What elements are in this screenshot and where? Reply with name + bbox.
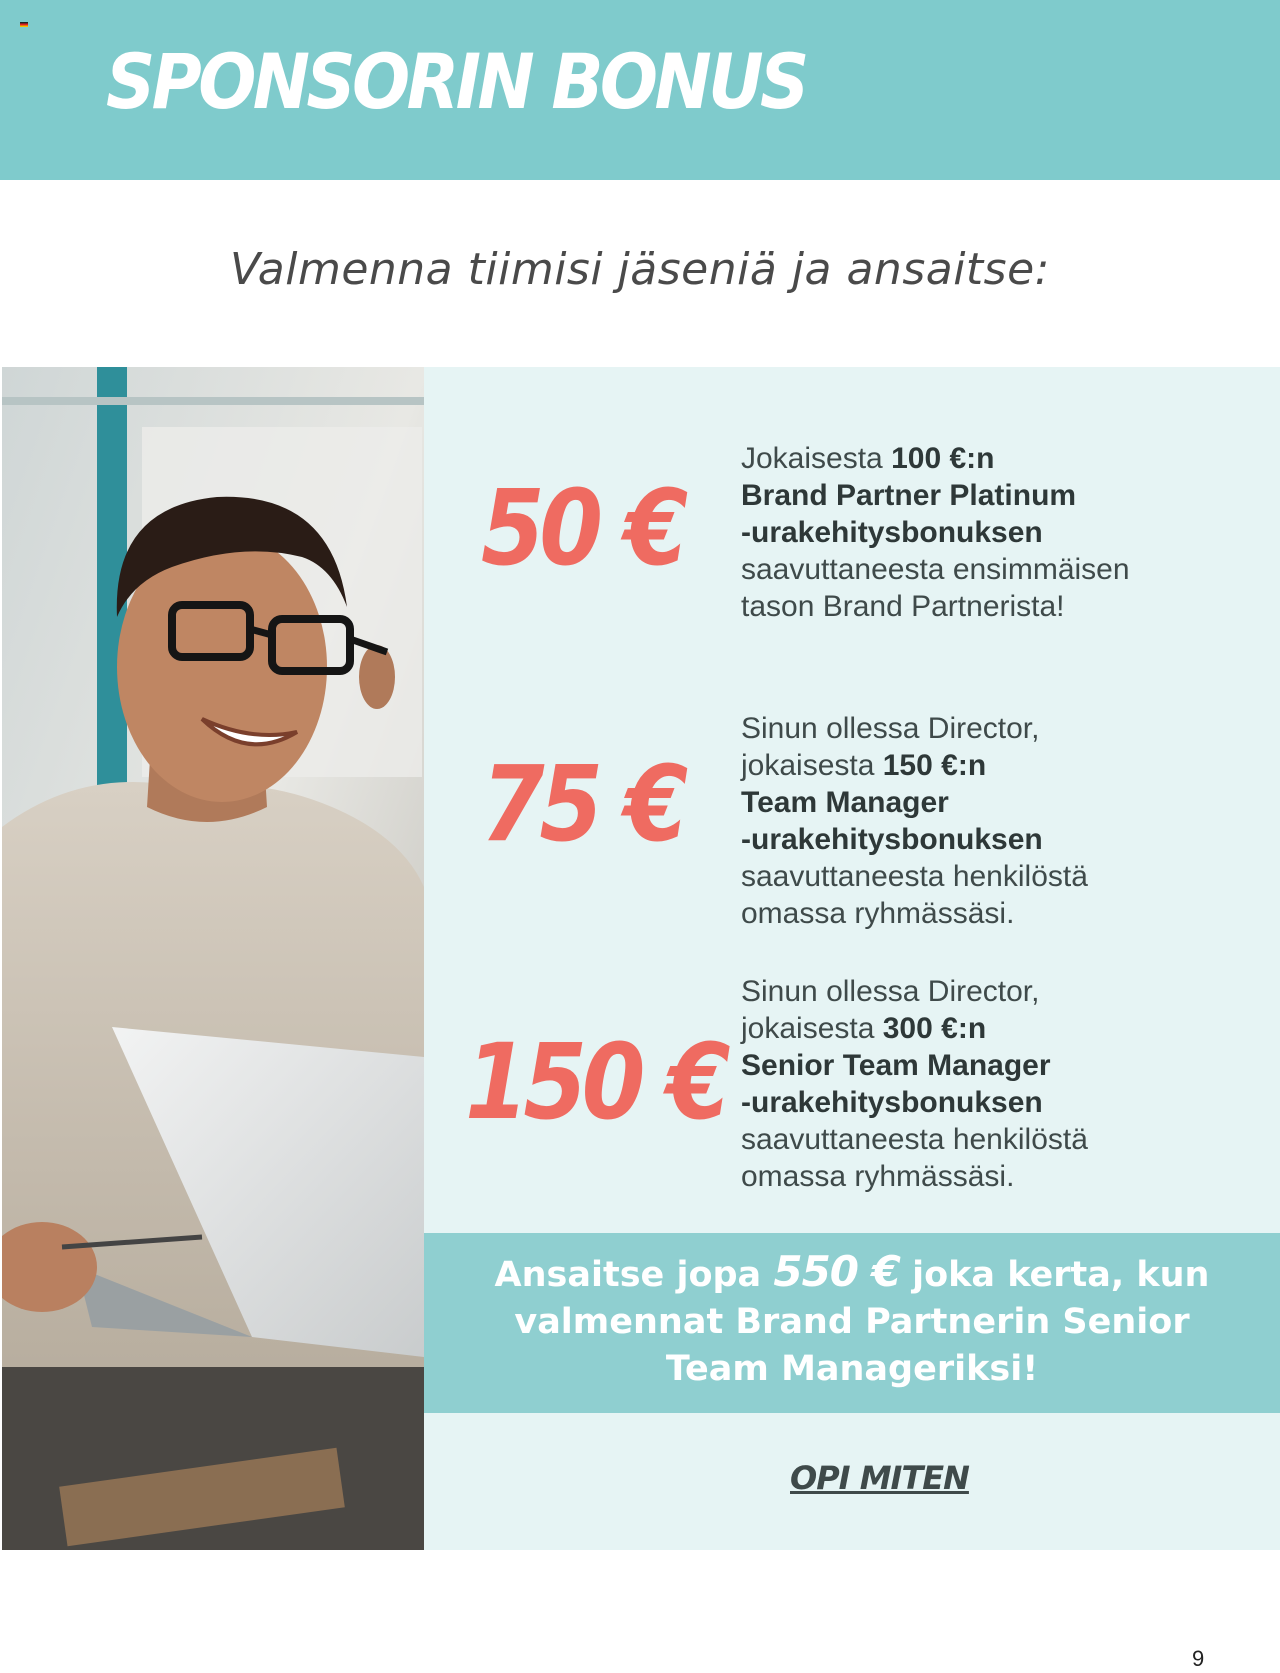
bonus-3-line-3: Senior Team Manager	[741, 1049, 1051, 1082]
cta-line-1-end: joka kerta, kun	[899, 1255, 1210, 1295]
bonus-amount-75: 75 €	[481, 743, 683, 865]
bonus-1-line-1-plain: Jokaisesta	[741, 442, 892, 475]
bonus-3-line-1: Sinun ollessa Director,	[741, 975, 1040, 1008]
bonus-3-line-2-plain: jokaisesta	[741, 1012, 883, 1045]
bonus-1-line-4: saavuttaneesta ensimmäisen	[741, 553, 1130, 586]
bonus-amount-150: 150 €	[465, 1021, 726, 1143]
hero-photo	[2, 367, 424, 1550]
bonus-1-line-5: tason Brand Partnerista!	[741, 590, 1065, 623]
bonus-amount-50: 50 €	[481, 467, 683, 589]
bonus-3-line-2-bold: 300 €:n	[882, 1012, 987, 1045]
bonus-3-line-4: -urakehitysbonuksen	[741, 1086, 1043, 1119]
bonus-2-line-2-plain: jokaisesta	[741, 749, 883, 782]
bonus-1-line-2: Brand Partner Platinum	[741, 479, 1077, 512]
bonus-description-1	[741, 440, 1241, 625]
flag-icon	[20, 22, 28, 27]
bonus-2-line-6: omassa ryhmässäsi.	[741, 897, 1015, 930]
man-with-laptop-illustration	[2, 367, 424, 1550]
page-number: 9	[1192, 1646, 1205, 1671]
bonus-description-2	[741, 710, 1241, 932]
learn-more-link[interactable]: OPI MITEN	[790, 1459, 969, 1497]
bonus-3-line-5: saavuttaneesta henkilöstä	[741, 1123, 1088, 1156]
bonus-description-3	[741, 973, 1241, 1195]
bonus-2-line-5: saavuttaneesta henkilöstä	[741, 860, 1088, 893]
bonus-2-line-4: -urakehitysbonuksen	[741, 823, 1043, 856]
bonus-1-line-1-bold: 100 €:n	[891, 442, 995, 475]
bonus-2-line-1: Sinun ollessa Director,	[741, 712, 1040, 745]
bonus-1-line-3: -urakehitysbonuksen	[741, 516, 1043, 549]
page-title: SPONSORIN BONUS	[106, 37, 806, 126]
bonus-2-line-3: Team Manager	[741, 786, 949, 819]
subtitle: Valmenna tiimisi jäseniä ja ansaitse:	[230, 244, 1050, 295]
cta-text	[424, 1248, 1280, 1393]
bonus-2-line-2-bold: 150 €:n	[882, 749, 987, 782]
cta-highlight-amount: 550 €	[773, 1247, 900, 1296]
bonus-3-line-6: omassa ryhmässäsi.	[741, 1160, 1015, 1193]
cta-line-1-start: Ansaitse jopa	[494, 1255, 774, 1295]
cta-line-2: valmennat Brand Partnerin Senior	[514, 1302, 1190, 1342]
cta-line-3: Team Manageriksi!	[665, 1349, 1039, 1389]
